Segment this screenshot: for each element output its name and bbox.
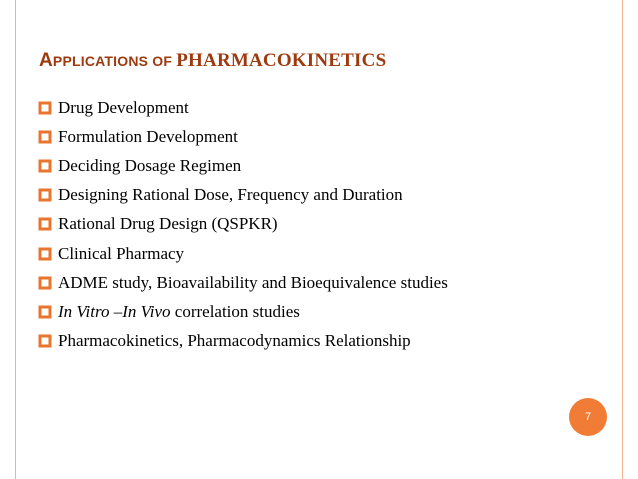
bullet-item-formulation-development [38,122,448,151]
title-main: PHARMACOKINETICS [176,50,387,71]
bullet-italic-text: In Vitro –In Vivo [58,301,171,321]
hollow-square-bullet-icon [38,188,52,202]
hollow-square-bullet-icon [38,101,52,115]
hollow-square-bullet-icon [38,159,52,173]
slide-title [39,50,386,72]
hollow-square-bullet-icon [38,305,52,319]
bullet-text: Pharmacokinetics, Pharmacodynamics Relationship [58,331,411,351]
hollow-square-bullet-icon [38,276,52,290]
bullet-text: Designing Rational Dose, Frequency and Duration [58,185,403,205]
title-first-letter: A [39,50,53,71]
hollow-square-bullet-icon [38,217,52,231]
page-number-badge: 7 [569,398,607,436]
hollow-square-bullet-icon [38,130,52,144]
hollow-square-bullet-icon [38,334,52,348]
bullet-list [38,93,448,356]
bullet-item-pk-pd-relationship [38,327,448,356]
bullet-regular-text: correlation studies [170,301,300,321]
bullet-text: ADME study, Bioavailability and Bioequivalence studies [58,272,448,292]
bullet-item-dosage-regimen [38,151,448,180]
bullet-item-rational-dose [38,181,448,210]
bullet-item-ivivc [38,297,448,326]
bullet-text: Rational Drug Design (QSPKR) [58,214,278,234]
bullet-item-clinical-pharmacy [38,239,448,268]
bullet-text: Formulation Development [58,126,238,146]
bullet-text: Clinical Pharmacy [58,243,185,263]
bullet-text [58,302,300,322]
bullet-text: Drug Development [58,97,189,117]
title-rest: PPLICATIONS OF [52,53,177,69]
bullet-item-drug-development [38,93,448,122]
bullet-item-rational-drug-design [38,210,448,239]
hollow-square-bullet-icon [38,247,52,261]
bullet-text: Deciding Dosage Regimen [58,155,242,175]
bullet-item-adme-study [38,268,448,297]
